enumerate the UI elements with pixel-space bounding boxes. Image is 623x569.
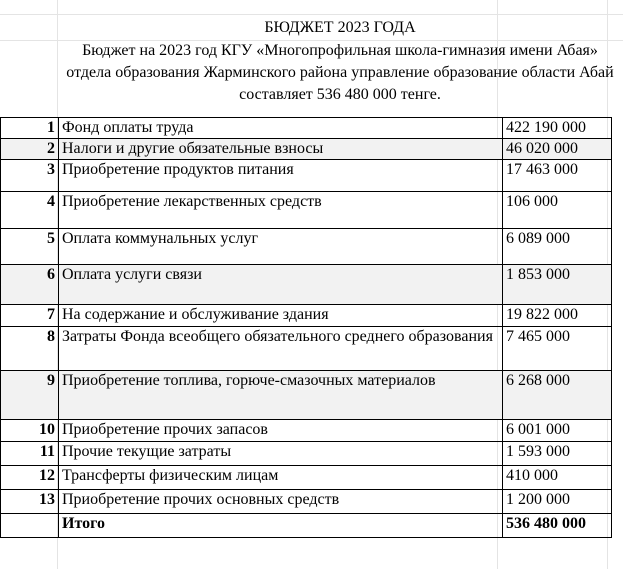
expense-name: Затраты Фонда всеобщего обязательного среднего образования — [59, 327, 503, 371]
expense-amount: 1 593 000 — [503, 442, 612, 466]
expense-name: Приобретение топлива, горюче-смазочных материалов — [59, 371, 503, 420]
row-number: 13 — [1, 490, 59, 514]
expense-name: Приобретение прочих запасов — [59, 420, 503, 442]
total-row — [1, 514, 612, 538]
expense-amount: 19 822 000 — [503, 305, 612, 327]
page-title: БЮДЖЕТ 2023 ГОДА — [264, 19, 416, 36]
expense-name: Приобретение продуктов питания — [59, 160, 503, 192]
expense-amount: 1 200 000 — [503, 490, 612, 514]
table-row — [1, 118, 612, 139]
expense-name: Трансферты физическим лицам — [59, 466, 503, 490]
total-amount: 536 480 000 — [503, 514, 612, 538]
row-number: 7 — [1, 305, 59, 327]
row-number: 4 — [1, 192, 59, 229]
expense-amount: 7 465 000 — [503, 327, 612, 371]
row-number — [1, 514, 59, 538]
budget-description: Бюджет на 2023 год КГУ «Многопрофильная школа-гимназия имени Абая» отдела образования Жарминского района управление образование области Абай составляет 536 480 000 тенге. — [66, 42, 614, 103]
table-row — [1, 442, 612, 466]
row-number: 2 — [1, 139, 59, 160]
expense-amount: 422 190 000 — [503, 118, 612, 139]
table-row — [1, 490, 612, 514]
row-number: 12 — [1, 466, 59, 490]
expense-name: Налоги и другие обязательные взносы — [59, 139, 503, 160]
expense-amount: 6 268 000 — [503, 371, 612, 420]
table-row — [1, 192, 612, 229]
expense-name: Приобретение прочих основных средств — [59, 490, 503, 514]
expense-amount: 1 853 000 — [503, 265, 612, 305]
expense-name: Приобретение лекарственных средств — [59, 192, 503, 229]
row-number: 10 — [1, 420, 59, 442]
row-number: 6 — [1, 265, 59, 305]
expense-name: На содержание и обслуживание здания — [59, 305, 503, 327]
table-row — [1, 139, 612, 160]
table-row — [1, 371, 612, 420]
expense-name: Фонд оплаты труда — [59, 118, 503, 139]
budget-table — [0, 117, 612, 538]
expense-name: Оплата услуги связи — [59, 265, 503, 305]
row-number: 3 — [1, 160, 59, 192]
table-row — [1, 229, 612, 265]
expense-amount: 106 000 — [503, 192, 612, 229]
expense-name: Прочие текущие затраты — [59, 442, 503, 466]
expense-amount: 6 001 000 — [503, 420, 612, 442]
table-row — [1, 420, 612, 442]
row-number: 11 — [1, 442, 59, 466]
table-row — [1, 305, 612, 327]
expense-amount: 17 463 000 — [503, 160, 612, 192]
expense-amount: 46 020 000 — [503, 139, 612, 160]
table-row — [1, 466, 612, 490]
table-row — [1, 160, 612, 192]
total-label: Итого — [59, 514, 503, 538]
expense-amount: 6 089 000 — [503, 229, 612, 265]
row-number: 8 — [1, 327, 59, 371]
row-number: 1 — [1, 118, 59, 139]
table-row — [1, 265, 612, 305]
expense-amount: 410 000 — [503, 466, 612, 490]
row-number: 9 — [1, 371, 59, 420]
document-header — [57, 0, 623, 117]
row-number: 5 — [1, 229, 59, 265]
expense-name: Оплата коммунальных услуг — [59, 229, 503, 265]
table-row — [1, 327, 612, 371]
